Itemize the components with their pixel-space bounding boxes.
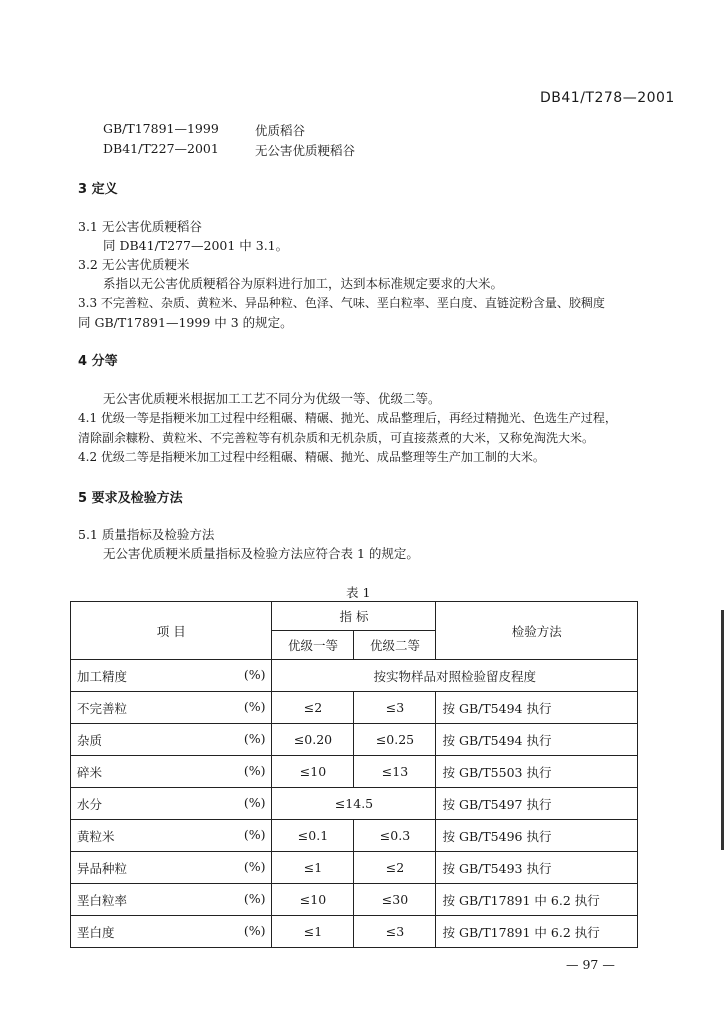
row-item-unit: (%) (243, 922, 266, 938)
table-caption: 表 1 (346, 585, 371, 600)
ref-title-2: 无公害优质粳稻谷 (255, 143, 356, 158)
row-item-unit: (%) (243, 762, 266, 778)
table-row (71, 724, 638, 756)
row-item-name: 碎米 (77, 764, 103, 780)
table-row (71, 692, 638, 724)
section-4-2: 4.2 优级二等是指粳米加工过程中经粗碾、精碾、抛光、成品整理等生产加工制的大米。 (78, 450, 545, 464)
row-grade-1: ≤1 (272, 852, 354, 884)
row-grade-2: ≤2 (354, 852, 436, 884)
row-item-name: 黄粒米 (77, 828, 115, 844)
section-3-3-line2: 同 GB/T17891—1999 中 3 的规定。 (78, 315, 293, 330)
row-item-unit: (%) (243, 794, 266, 810)
header-grade-1: 优级一等 (272, 631, 354, 660)
row-item-unit: (%) (243, 858, 266, 874)
ref-code-1: GB/T17891—1999 (103, 121, 219, 136)
row-item-name: 水分 (77, 796, 103, 812)
row-method: 按 GB/T5503 执行 (436, 756, 638, 788)
section-4-1-line2: 清除副余糠粉、黄粒米、不完善粒等有机杂质和无机杂质，可直接蒸煮的大米，又称免淘洗大米。 (78, 431, 595, 445)
row-grade-1: ≤0.1 (272, 820, 354, 852)
row-method: 按 GB/T17891 中 6.2 执行 (436, 884, 638, 916)
scan-edge-mark (713, 610, 724, 850)
table-row (71, 756, 638, 788)
row-item-name: 垩白度 (77, 924, 115, 940)
row-item-name: 杂质 (77, 732, 103, 748)
header-grade-2: 优级二等 (354, 631, 436, 660)
table-row (71, 788, 638, 820)
row-item-name: 不完善粒 (77, 700, 128, 716)
table-row (71, 660, 638, 692)
section-5-1-label: 5.1 质量指标及检验方法 (78, 527, 215, 542)
document-code: DB41/T278—2001 (540, 90, 675, 106)
section-3-1-label: 3.1 无公害优质粳稻谷 (78, 219, 202, 234)
table-row (71, 916, 638, 948)
row-grade-2: ≤13 (354, 756, 436, 788)
row-method: 按 GB/T5494 执行 (436, 724, 638, 756)
table-row (71, 852, 638, 884)
header-item: 项 目 (71, 602, 272, 660)
row-grade-merged: ≤14.5 (272, 788, 436, 820)
row-grade-2: ≤3 (354, 916, 436, 948)
header-method: 检验方法 (436, 602, 638, 660)
section-5-heading: 5 要求及检验方法 (78, 491, 183, 506)
section-3-3-line1: 3.3 不完善粒、杂质、黄粒米、异品种粒、色泽、气味、垩白粒率、垩白度、直链淀粉含量、胶稠度 (78, 296, 605, 310)
row-merged-value: 按实物样品对照检验留皮程度 (272, 660, 638, 692)
table-row (71, 884, 638, 916)
row-item-name: 垩白粒率 (77, 892, 128, 908)
section-3-1-body: 同 DB41/T277—2001 中 3.1。 (103, 238, 289, 253)
row-grade-1: ≤10 (272, 884, 354, 916)
section-4-1-line1: 4.1 优级一等是指粳米加工过程中经粗碾、精碾、抛光、成品整理后，再经过精抛光、色选生产过程， (78, 411, 617, 425)
row-item-unit: (%) (243, 666, 266, 682)
row-item-unit: (%) (243, 698, 266, 714)
row-grade-1: ≤2 (272, 692, 354, 724)
row-grade-1: ≤0.20 (272, 724, 354, 756)
section-4-heading: 4 分等 (78, 354, 118, 369)
row-method: 按 GB/T17891 中 6.2 执行 (436, 916, 638, 948)
row-item-name: 异品种粒 (77, 860, 128, 876)
row-method: 按 GB/T5494 执行 (436, 692, 638, 724)
page-number: — 97 — (566, 957, 615, 972)
section-3-2-label: 3.2 无公害优质粳米 (78, 257, 190, 272)
section-3-heading: 3 定义 (78, 182, 118, 197)
header-indicator: 指 标 (272, 602, 436, 631)
row-item-name: 加工精度 (77, 668, 128, 684)
ref-title-1: 优质稻谷 (255, 123, 306, 138)
row-grade-2: ≤0.25 (354, 724, 436, 756)
row-method: 按 GB/T5497 执行 (436, 788, 638, 820)
row-method: 按 GB/T5493 执行 (436, 852, 638, 884)
row-grade-2: ≤3 (354, 692, 436, 724)
ref-code-2: DB41/T227—2001 (103, 141, 219, 156)
row-grade-2: ≤30 (354, 884, 436, 916)
row-grade-1: ≤10 (272, 756, 354, 788)
section-4-intro: 无公害优质粳米根据加工工艺不同分为优级一等、优级二等。 (103, 391, 441, 406)
row-item-unit: (%) (243, 890, 266, 906)
row-item-unit: (%) (243, 826, 266, 842)
row-grade-1: ≤1 (272, 916, 354, 948)
row-method: 按 GB/T5496 执行 (436, 820, 638, 852)
table-header-row (71, 602, 638, 631)
row-item-unit: (%) (243, 730, 266, 746)
quality-table (70, 601, 638, 948)
section-3-2-body: 系指以无公害优质粳稻谷为原料进行加工，达到本标准规定要求的大米。 (103, 276, 504, 291)
row-grade-2: ≤0.3 (354, 820, 436, 852)
section-5-1-body: 无公害优质粳米质量指标及检验方法应符合表 1 的规定。 (103, 546, 419, 561)
table-row (71, 820, 638, 852)
